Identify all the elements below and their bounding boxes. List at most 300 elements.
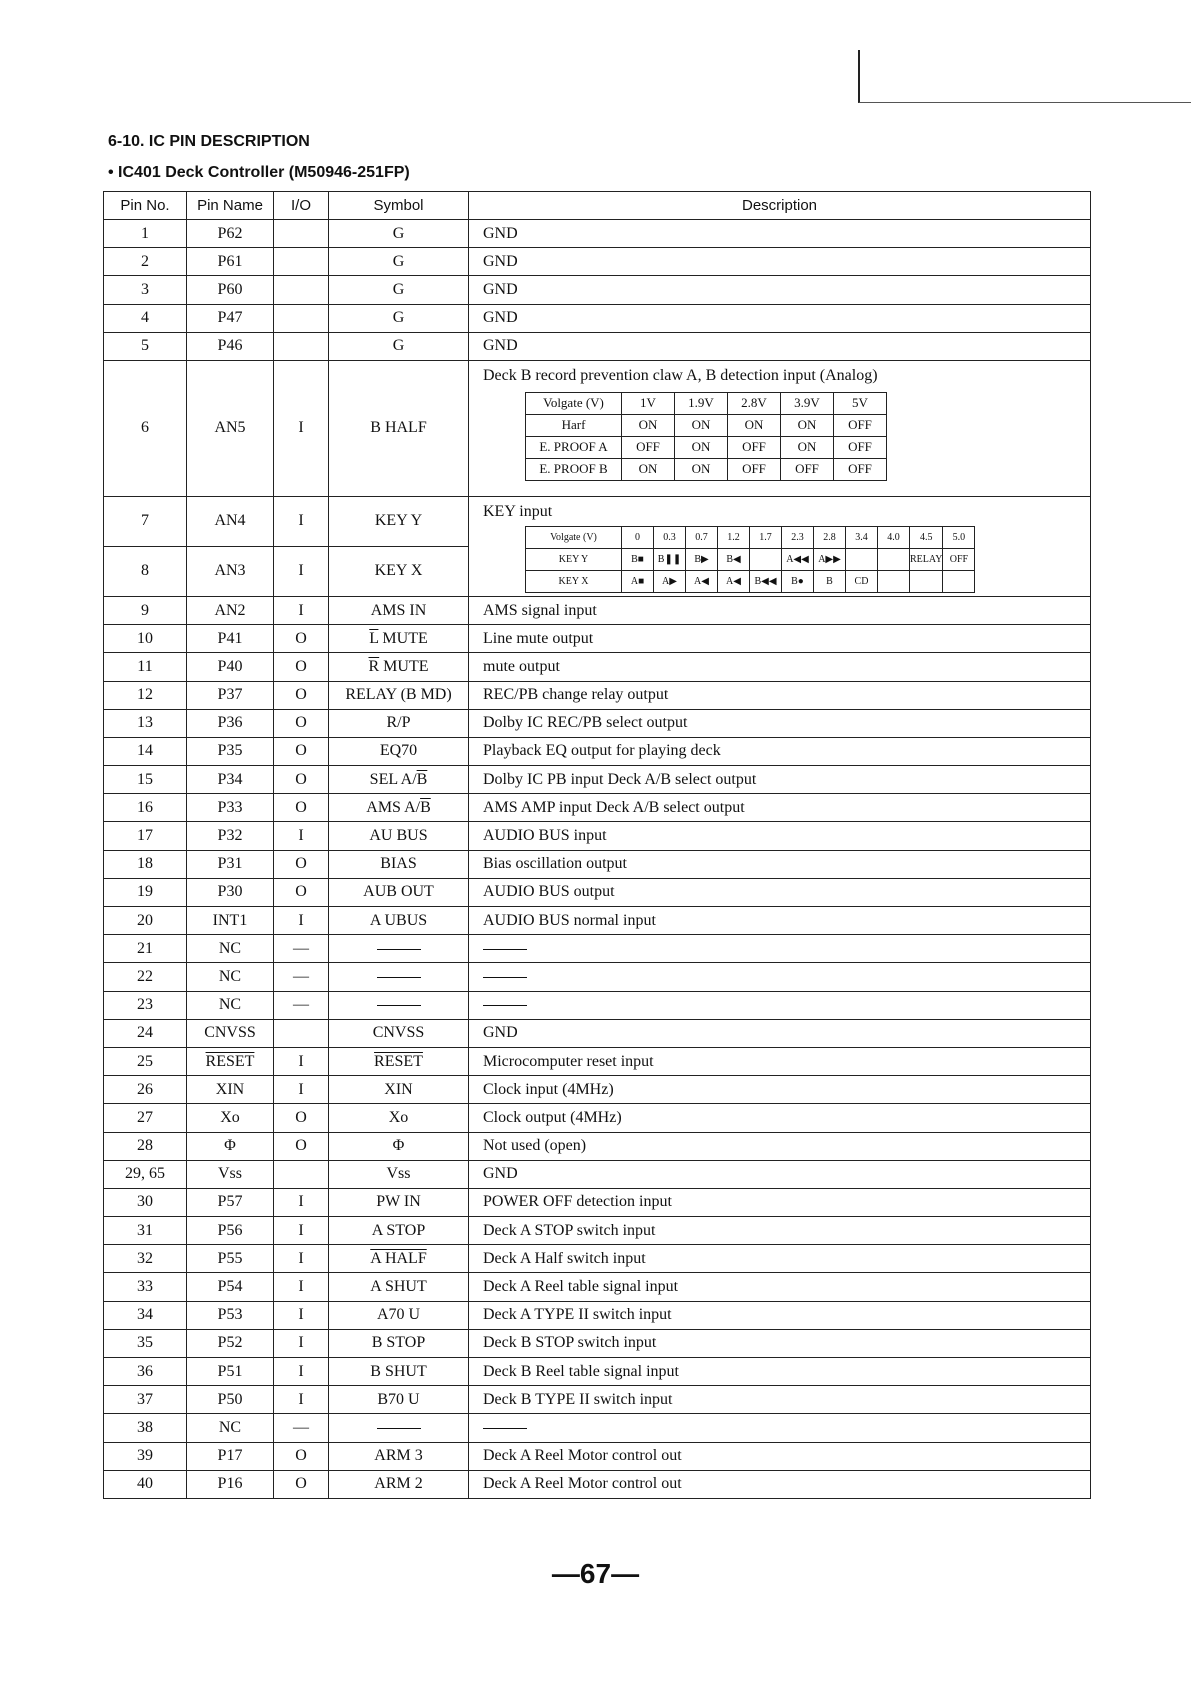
key-table-cell: B❚❚ [654, 548, 686, 570]
pin-io: I [274, 822, 329, 850]
pin-number: 17 [104, 822, 187, 850]
pin-number: 28 [104, 1132, 187, 1160]
table-row [104, 1047, 1091, 1075]
pin-name: P16 [187, 1470, 274, 1498]
pin-description [469, 360, 1091, 496]
pin-io: — [274, 935, 329, 963]
pin-io: — [274, 991, 329, 1019]
table-row [104, 935, 1091, 963]
pin-name: AN3 [187, 546, 274, 596]
pin-io [274, 304, 329, 332]
key-table-cell: A▶▶ [814, 548, 846, 570]
pin-name: NC [187, 991, 274, 1019]
pin-symbol [329, 1245, 469, 1273]
key-table-cell [846, 548, 878, 570]
pin-io: I [274, 1329, 329, 1357]
table-row [104, 907, 1091, 935]
key-table-cell [750, 548, 782, 570]
pin-number: 20 [104, 907, 187, 935]
symbol-overline: $\overline{L}$ [369, 629, 379, 647]
key-table-cell: 4.0 [878, 526, 910, 548]
sub-table-cell: Harf [526, 414, 622, 436]
sub-table-row [526, 414, 887, 436]
key-table-cell [910, 570, 943, 592]
pin-name: Vss [187, 1160, 274, 1188]
sub-table-cell: OFF [834, 414, 887, 436]
key-table-cell: KEY X [526, 570, 622, 592]
pin-number: 37 [104, 1386, 187, 1414]
key-table-cell: B◀◀ [750, 570, 782, 592]
pin-description: Deck A Reel Motor control out [469, 1442, 1091, 1470]
pin-description: GND [469, 304, 1091, 332]
key-table-cell: 2.3 [782, 526, 814, 548]
key-table-cell: B▶ [686, 548, 718, 570]
pin-io: I [274, 1188, 329, 1216]
pin-symbol: B70 U [329, 1386, 469, 1414]
pin-name: P34 [187, 766, 274, 794]
pin-number: 27 [104, 1104, 187, 1132]
sub-table-cell: E. PROOF B [526, 458, 622, 480]
table-row [104, 653, 1091, 681]
pin-symbol: G [329, 332, 469, 360]
pin-io: O [274, 850, 329, 878]
pin-number: 39 [104, 1442, 187, 1470]
pin-io [274, 248, 329, 276]
pin-name: AN2 [187, 596, 274, 624]
pin-number: 19 [104, 878, 187, 906]
table-row [104, 794, 1091, 822]
key-table-cell: Volgate (V) [526, 526, 622, 548]
key-table-cell: 1.7 [750, 526, 782, 548]
table-row [104, 1245, 1091, 1273]
key-table-cell [943, 570, 975, 592]
sub-table-cell: ON [622, 414, 675, 436]
pin-io: — [274, 1414, 329, 1442]
pin-io: I [274, 1217, 329, 1245]
pin-description: Deck B Reel table signal input [469, 1358, 1091, 1386]
pin-symbol: AMS IN [329, 596, 469, 624]
header-row [104, 192, 1091, 220]
pin-number: 16 [104, 794, 187, 822]
sub-table-cell: OFF [622, 436, 675, 458]
key-table-cell: 3.4 [846, 526, 878, 548]
table-row [104, 1217, 1091, 1245]
sub-table-row [526, 392, 887, 414]
pin-name: P37 [187, 681, 274, 709]
pin-description [469, 496, 1091, 596]
symbol-overline: $\overline{B}$ [416, 770, 428, 788]
sub-table-cell: 1V [622, 392, 675, 414]
pin-number: 36 [104, 1358, 187, 1386]
pin-description [469, 991, 1091, 1019]
key-table-cell: 0 [622, 526, 654, 548]
pin-number: 5 [104, 332, 187, 360]
pin-name: NC [187, 935, 274, 963]
pin-number: 10 [104, 625, 187, 653]
key-table-cell: B● [782, 570, 814, 592]
sub-table-cell: ON [675, 458, 728, 480]
pin-number: 25 [104, 1047, 187, 1075]
description-text: Deck B record prevention claw A, B detection input (Analog) [483, 366, 878, 384]
pin-symbol: R/P [329, 709, 469, 737]
pin-io: I [274, 546, 329, 596]
pin-name: P35 [187, 737, 274, 765]
pin-description: POWER OFF detection input [469, 1188, 1091, 1216]
pin-io: I [274, 496, 329, 546]
key-table-row [526, 570, 975, 592]
table-row [104, 625, 1091, 653]
table-row [104, 1132, 1091, 1160]
pin-description: GND [469, 276, 1091, 304]
pin-description: GND [469, 248, 1091, 276]
pin-symbol: PW IN [329, 1188, 469, 1216]
sub-table-cell: OFF [834, 436, 887, 458]
page-number: —67— [551, 1558, 640, 1589]
pin-description: Clock input (4MHz) [469, 1076, 1091, 1104]
pin-number: 8 [104, 546, 187, 596]
pin-symbol: KEY Y [329, 496, 469, 546]
table-row [104, 360, 1091, 496]
key-table-cell: RELAY [910, 548, 943, 570]
key-table-cell [878, 570, 910, 592]
pin-symbol: CNVSS [329, 1019, 469, 1047]
pin-description: AUDIO BUS input [469, 822, 1091, 850]
pin-name: P36 [187, 709, 274, 737]
pin-name: INT1 [187, 907, 274, 935]
pin-number: 7 [104, 496, 187, 546]
pin-io: O [274, 1442, 329, 1470]
pin-number: 6 [104, 360, 187, 496]
key-input-table [525, 526, 975, 593]
pin-io: — [274, 963, 329, 991]
pin-name: P41 [187, 625, 274, 653]
symbol-overline: $\overline{R}$ [368, 657, 380, 675]
pin-description [469, 1414, 1091, 1442]
pin-description: mute output [469, 653, 1091, 681]
key-table-cell: B◀ [718, 548, 750, 570]
pin-number: 29, 65 [104, 1160, 187, 1188]
pin-symbol [329, 1414, 469, 1442]
pin-symbol: EQ70 [329, 737, 469, 765]
pin-io: O [274, 709, 329, 737]
pin-symbol: RELAY (B MD) [329, 681, 469, 709]
pin-io [274, 1019, 329, 1047]
sub-table-cell: OFF [834, 458, 887, 480]
pin-number: 15 [104, 766, 187, 794]
pin-name: P61 [187, 248, 274, 276]
pin-description: Microcomputer reset input [469, 1047, 1091, 1075]
pin-number: 33 [104, 1273, 187, 1301]
pin-name: XIN [187, 1076, 274, 1104]
sub-table-cell: ON [675, 414, 728, 436]
pin-io [274, 332, 329, 360]
pin-number: 23 [104, 991, 187, 1019]
symbol-dash [377, 949, 421, 950]
pin-number: 24 [104, 1019, 187, 1047]
pin-number: 30 [104, 1188, 187, 1216]
pin-name: P47 [187, 304, 274, 332]
pin-name: P52 [187, 1329, 274, 1357]
table-row [104, 332, 1091, 360]
table-row [104, 1358, 1091, 1386]
pin-symbol: AU BUS [329, 822, 469, 850]
table-row [104, 1188, 1091, 1216]
pin-symbol: A70 U [329, 1301, 469, 1329]
key-table-cell: 2.8 [814, 526, 846, 548]
pin-symbol: A UBUS [329, 907, 469, 935]
pin-description: REC/PB change relay output [469, 681, 1091, 709]
pin-io: I [274, 1273, 329, 1301]
pin-io: O [274, 681, 329, 709]
pin-symbol: ARM 2 [329, 1470, 469, 1498]
pin-symbol: G [329, 220, 469, 248]
pin-description [469, 963, 1091, 991]
pin-name: P46 [187, 332, 274, 360]
pin-name: NC [187, 963, 274, 991]
sub-table-cell: E. PROOF A [526, 436, 622, 458]
pin-io: O [274, 794, 329, 822]
table-row [104, 1301, 1091, 1329]
key-table-cell: KEY Y [526, 548, 622, 570]
table-row [104, 496, 1091, 546]
pin-symbol: AMS $A/\overline{B}$ [329, 794, 469, 822]
key-table-cell: A▶ [654, 570, 686, 592]
pin-name: AN4 [187, 496, 274, 546]
symbol-overline: A HALF [370, 1249, 427, 1267]
pin-symbol: G [329, 248, 469, 276]
key-table-row [526, 526, 975, 548]
pin-description: Deck A Half switch input [469, 1245, 1091, 1273]
pin-io [274, 276, 329, 304]
pin-number: 13 [104, 709, 187, 737]
pin-io: I [274, 1245, 329, 1273]
header-symbol: Symbol [329, 192, 469, 220]
pin-name: P30 [187, 878, 274, 906]
pin-symbol: SEL $A/\overline{B}$ [329, 766, 469, 794]
key-table-cell: A◀◀ [782, 548, 814, 570]
table-row [104, 1386, 1091, 1414]
key-table-cell: 4.5 [910, 526, 943, 548]
symbol-dash [377, 977, 421, 978]
pin-description [469, 935, 1091, 963]
pin-name: P62 [187, 220, 274, 248]
pin-description: Dolby IC PB input Deck A/B select output [469, 766, 1091, 794]
table-row [104, 681, 1091, 709]
table-row [104, 1019, 1091, 1047]
sub-table-cell: ON [728, 414, 781, 436]
pin-symbol: XIN [329, 1076, 469, 1104]
corner-mark [858, 50, 1191, 103]
pin-description: AMS AMP input Deck A/B select output [469, 794, 1091, 822]
pin-io: O [274, 766, 329, 794]
key-table-cell: 5.0 [943, 526, 975, 548]
sub-table-cell: OFF [728, 458, 781, 480]
table-row [104, 304, 1091, 332]
pin-description: Deck B STOP switch input [469, 1329, 1091, 1357]
pin-symbol [329, 935, 469, 963]
table-row [104, 1329, 1091, 1357]
pin-io: O [274, 737, 329, 765]
table-row [104, 1442, 1091, 1470]
key-table-row [526, 548, 975, 570]
pin-symbol: BIAS [329, 850, 469, 878]
pin-io: I [274, 1358, 329, 1386]
description-dash [483, 977, 527, 978]
pin-name: P56 [187, 1217, 274, 1245]
pin-symbol: $\overline{L}$ MUTE [329, 625, 469, 653]
description-dash [483, 1428, 527, 1429]
pin-number: 34 [104, 1301, 187, 1329]
pin-number: 38 [104, 1414, 187, 1442]
header-pin-no: Pin No. [104, 192, 187, 220]
table-row [104, 709, 1091, 737]
pin-symbol: A SHUT [329, 1273, 469, 1301]
pin-name: P17 [187, 1442, 274, 1470]
sub-table-cell: OFF [728, 436, 781, 458]
header-description: Description [469, 192, 1091, 220]
sub-table-cell: ON [675, 436, 728, 458]
pin-number: 2 [104, 248, 187, 276]
pin-table-body [104, 220, 1091, 1499]
pin-number: 26 [104, 1076, 187, 1104]
sub-table-cell: 1.9V [675, 392, 728, 414]
pin-description: GND [469, 1019, 1091, 1047]
table-row [104, 596, 1091, 624]
symbol-dash [377, 1428, 421, 1429]
key-table-cell: 1.2 [718, 526, 750, 548]
pin-name: NC [187, 1414, 274, 1442]
pin-name: P33 [187, 794, 274, 822]
pin-description: AUDIO BUS normal input [469, 907, 1091, 935]
pin-number: 35 [104, 1329, 187, 1357]
pin-name: P54 [187, 1273, 274, 1301]
pin-number: 22 [104, 963, 187, 991]
pin-name: AN5 [187, 360, 274, 496]
pin-io: O [274, 1132, 329, 1160]
pin-symbol: AUB OUT [329, 878, 469, 906]
table-row [104, 963, 1091, 991]
sub-table-cell: ON [622, 458, 675, 480]
pin-io: I [274, 360, 329, 496]
pin-io: I [274, 596, 329, 624]
pin-description: Deck A TYPE II switch input [469, 1301, 1091, 1329]
pin-number: 40 [104, 1470, 187, 1498]
pin-symbol: KEY X [329, 546, 469, 596]
key-table-cell [878, 548, 910, 570]
pin-io: O [274, 1104, 329, 1132]
key-table-cell: 0.7 [686, 526, 718, 548]
pin-symbol: ARM 3 [329, 1442, 469, 1470]
pin-symbol [329, 963, 469, 991]
pin-name: P32 [187, 822, 274, 850]
table-row [104, 1076, 1091, 1104]
pin-description: AUDIO BUS output [469, 878, 1091, 906]
pin-description: Not used (open) [469, 1132, 1091, 1160]
sub-table-cell: 2.8V [728, 392, 781, 414]
pin-symbol: Vss [329, 1160, 469, 1188]
pin-number: 32 [104, 1245, 187, 1273]
pin-io: I [274, 1386, 329, 1414]
pin-name: P53 [187, 1301, 274, 1329]
pin-description: Deck A Reel table signal input [469, 1273, 1091, 1301]
key-table-cell: A■ [622, 570, 654, 592]
pin-number: 14 [104, 737, 187, 765]
table-row [104, 850, 1091, 878]
pin-name: P55 [187, 1245, 274, 1273]
key-table-cell: B [814, 570, 846, 592]
pin-description: GND [469, 1160, 1091, 1188]
half-detection-table [525, 392, 887, 481]
pin-number: 12 [104, 681, 187, 709]
sub-table-row [526, 436, 887, 458]
key-table-cell: 0.3 [654, 526, 686, 548]
pin-description: Clock output (4MHz) [469, 1104, 1091, 1132]
pin-io: O [274, 878, 329, 906]
pin-number: 4 [104, 304, 187, 332]
sub-table-row [526, 458, 887, 480]
sub-table-cell: ON [781, 436, 834, 458]
pin-number: 9 [104, 596, 187, 624]
table-row [104, 220, 1091, 248]
pin-number: 1 [104, 220, 187, 248]
description-dash [483, 1005, 527, 1006]
pin-symbol: Xo [329, 1104, 469, 1132]
pin-description: Deck A Reel Motor control out [469, 1470, 1091, 1498]
pin-name-text: RESET [205, 1052, 255, 1070]
sub-table-cell: 5V [834, 392, 887, 414]
pin-symbol: G [329, 304, 469, 332]
table-row [104, 766, 1091, 794]
table-row [104, 1160, 1091, 1188]
description-dash [483, 949, 527, 950]
pin-number: 3 [104, 276, 187, 304]
table-row [104, 991, 1091, 1019]
pin-description: Line mute output [469, 625, 1091, 653]
pin-symbol: B STOP [329, 1329, 469, 1357]
table-row [104, 1414, 1091, 1442]
pin-io: O [274, 653, 329, 681]
sub-table-cell: 3.9V [781, 392, 834, 414]
sub-table-cell: ON [781, 414, 834, 436]
pin-symbol: B HALF [329, 360, 469, 496]
key-table-cell: A◀ [718, 570, 750, 592]
pin-io: I [274, 1047, 329, 1075]
description-text: KEY input [483, 502, 553, 520]
pin-description: AMS signal input [469, 596, 1091, 624]
key-table-cell: CD [846, 570, 878, 592]
pin-description: Playback EQ output for playing deck [469, 737, 1091, 765]
pin-symbol: G [329, 276, 469, 304]
pin-description: Deck B TYPE II switch input [469, 1386, 1091, 1414]
pin-name: P40 [187, 653, 274, 681]
pin-name: P51 [187, 1358, 274, 1386]
pin-number: 18 [104, 850, 187, 878]
pin-name: Xo [187, 1104, 274, 1132]
pin-symbol: A STOP [329, 1217, 469, 1245]
symbol-dash [377, 1005, 421, 1006]
pin-name: Φ [187, 1132, 274, 1160]
sub-table-cell: Volgate (V) [526, 392, 622, 414]
table-row [104, 1470, 1091, 1498]
pin-name [187, 1047, 274, 1075]
table-row [104, 1273, 1091, 1301]
pin-symbol [329, 991, 469, 1019]
pin-io: I [274, 907, 329, 935]
pin-io [274, 1160, 329, 1188]
pin-symbol [329, 1047, 469, 1075]
key-table-cell: OFF [943, 548, 975, 570]
pin-table [103, 191, 1091, 1499]
